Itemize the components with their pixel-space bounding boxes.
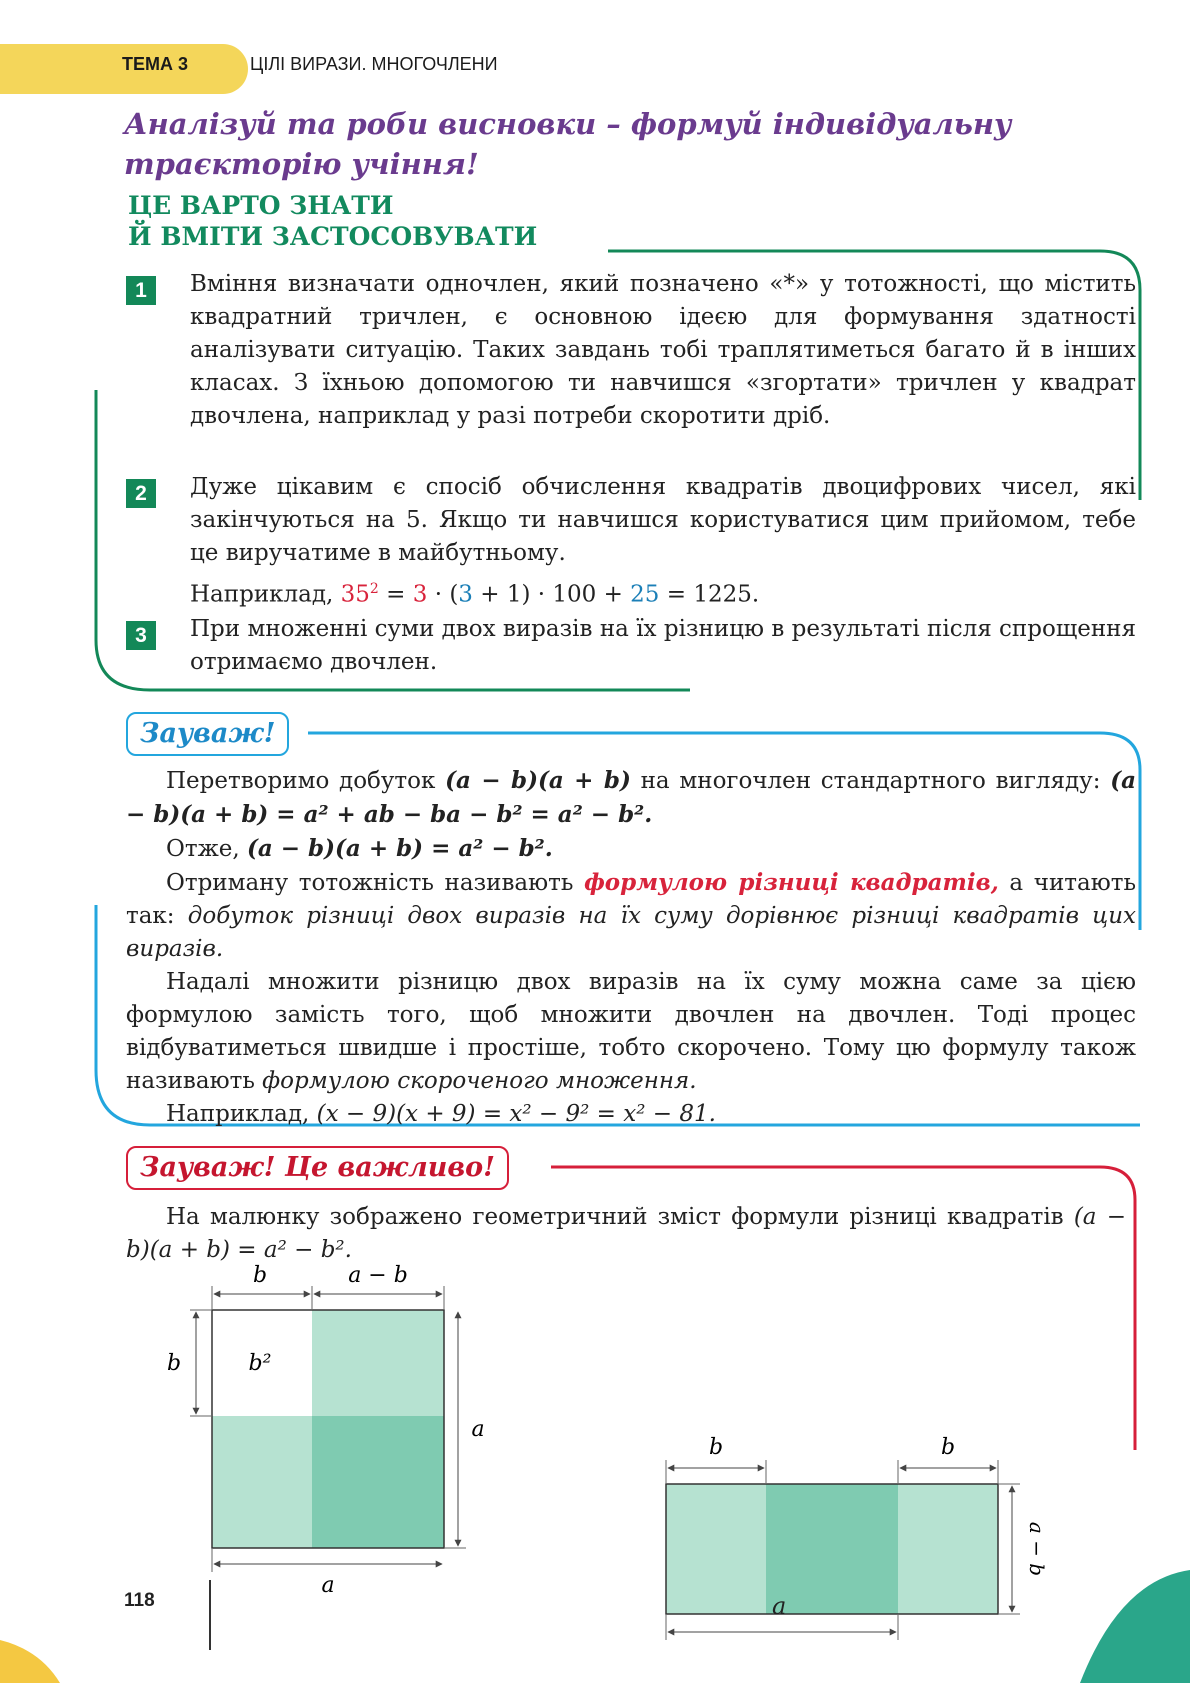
corner-decoration	[1080, 1570, 1190, 1683]
label-b-right: b	[940, 1435, 956, 1460]
square-diagram	[160, 1263, 500, 1600]
right-strip	[898, 1484, 998, 1614]
left-strip	[666, 1484, 766, 1614]
item-number-2: 2	[126, 479, 156, 508]
note-body	[126, 764, 1136, 1131]
corner-decoration-left	[0, 1640, 60, 1683]
know-title-line1: ЦЕ ВАРТО ЗНАТИ	[128, 191, 394, 220]
item-text-2: Дуже цікавим є спосіб обчислення квадратів двоцифрових чисел, які закінчуються на 5. Якщо ти навчишся користуватися цим прийомом, тебе це виручатиме в майбутньому.	[190, 474, 1136, 566]
note-paragraph-5: Наприклад, (x − 9)(x + 9) = x² − 9² = x² − 81.	[166, 1101, 716, 1127]
item-number-3: 3	[126, 621, 156, 650]
slogan: Аналізуй та роби висновки – формуй індивідуальну траєкторію учіння!	[124, 107, 1012, 181]
label-b-left: b	[166, 1351, 182, 1376]
label-b-top: b	[252, 1263, 268, 1288]
label-a-bottom: a	[321, 1573, 335, 1598]
rectangle-diagram	[650, 1400, 1049, 1620]
note-paragraph-4: Надалі множити різницю двох виразів на їх суму можна саме за цією формулою замість того, щоб множити двочлен на двочлен. Тоді процес відбуватиметься швидше і простіше, тобто скорочено. Тому цю формулу також називають формулою скороченого множення.	[126, 969, 1136, 1094]
top-right-region	[312, 1310, 444, 1416]
bottom-left-region	[212, 1416, 312, 1548]
item-text-1: Вміння визначати одночлен, який позначено «*» у тотожності, що містить квадратний тричлен, є основною ідеєю для формування здатності аналізувати ситуацію. Таких завдань тобі траплятиметься багато й в інших класах. З їхньою допомогою ти навчишся «згортати» тричлен у квадрат двочлена, наприклад у разі потреби скоротити дріб.	[190, 271, 1136, 429]
label-b-left: b	[708, 1435, 724, 1460]
bottom-right-region	[312, 1416, 444, 1548]
label-a-right: a	[471, 1417, 485, 1442]
item-text-3: При множенні суми двох виразів на їх різницю в результаті після спрощення отримаємо двочлен.	[190, 616, 1136, 675]
item-example-2: Наприклад, $35^2 = 3 \cdot (3 + 1) \cdot 100 + 25 = 1225$.	[190, 581, 760, 608]
know-title-line2: Й ВМІТИ ЗАСТОСОВУВАТИ	[128, 222, 538, 251]
note-paragraph-2: Отже, (a − b)(a + b) = a² − b².	[166, 835, 553, 862]
important-text: На малюнку зображено геометричний зміст формули різниці квадратів (a − b)(a + b) = a² − b².	[126, 1204, 1126, 1263]
important-badge: Зауваж! Це важливо!	[126, 1146, 509, 1190]
topic-label: ТЕМА 3	[122, 54, 189, 74]
topic-title: ЦІЛІ ВИРАЗИ. МНОГОЧЛЕНИ	[250, 54, 498, 74]
label-a-minus-b-top: a − b	[348, 1263, 408, 1288]
item-number-1: 1	[126, 276, 156, 305]
label-b-squared: b²	[248, 1351, 272, 1376]
rect-label-a-bottom: a	[772, 1592, 787, 1620]
page-number: 118	[124, 1590, 155, 1611]
note-paragraph-3: Отриману тотожність називають формулою різниці квадратів, а читають так: добуток різниці двох виразів на їх суму дорівнює різниці квадратів цих виразів.	[126, 869, 1137, 962]
label-a-minus-b-side: a − b	[1025, 1521, 1049, 1577]
note-badge: Зауваж!	[126, 712, 289, 756]
note-paragraph-1: Перетворимо добуток (a − b)(a + b) на многочлен стандартного вигляду: (a − b)(a + b) = a² + ab − ba − b² = a² − b².	[126, 767, 1136, 828]
